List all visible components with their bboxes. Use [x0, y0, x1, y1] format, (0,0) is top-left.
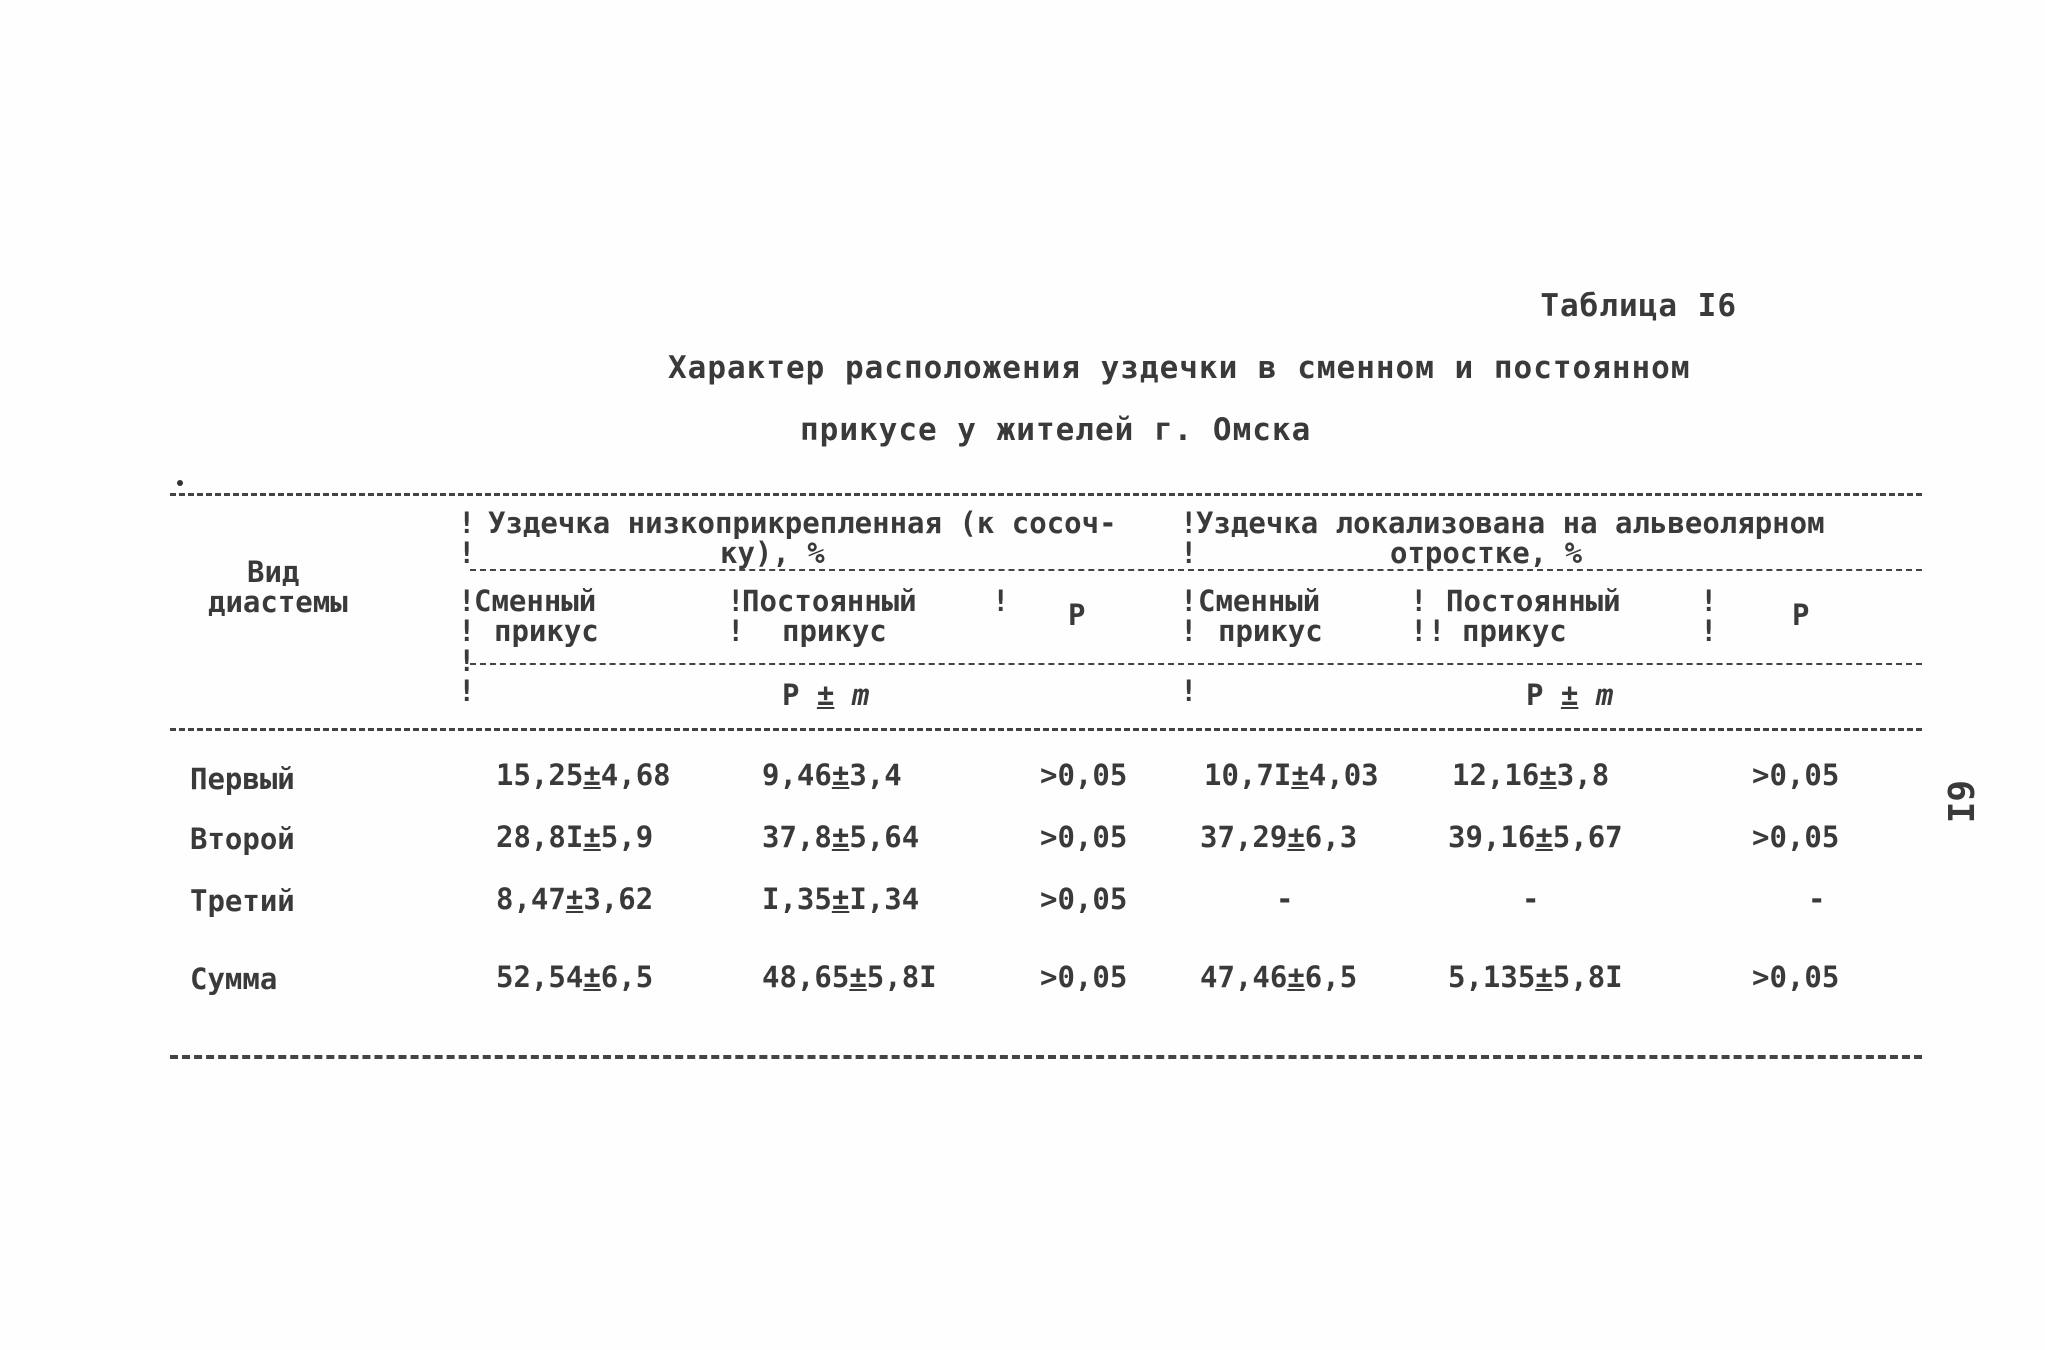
value: 6,5: [600, 960, 654, 994]
separator-mark: !: [727, 614, 745, 648]
pm-b-suffix: m: [1578, 678, 1614, 712]
separator-mark: !: [1180, 536, 1198, 570]
sub-a-perm-line-2: прикус: [782, 614, 887, 648]
subheader-rule: [470, 663, 1922, 665]
sub-a-p: P: [1068, 598, 1086, 632]
row-4-a-p: >0,05: [1040, 960, 1128, 994]
value: 3,62: [583, 882, 654, 916]
page-number: 6I: [1939, 780, 1980, 824]
pm-sign: ±: [1535, 820, 1553, 854]
value: 28,8I: [496, 820, 584, 854]
value: 15,25: [496, 758, 584, 792]
pm-sign: ±: [565, 882, 584, 916]
row-1-a-change: [496, 758, 671, 792]
row-label-4: Сумма: [190, 962, 278, 996]
pm-sign: ±: [831, 882, 850, 916]
separator-mark: !: [1700, 614, 1718, 648]
row-header-line-1: Вид: [247, 555, 300, 589]
row-2-a-perm: [762, 820, 919, 854]
group-a-header-line-1: Уздечка низкоприкрепленная (к сосоч-: [488, 506, 1117, 540]
sub-a-change-line-1: Сменный: [474, 584, 597, 618]
value: I,35: [762, 882, 832, 916]
row-3-b-perm: -: [1522, 882, 1540, 916]
value: 5,64: [849, 820, 920, 854]
pm-b-header: [1526, 678, 1613, 712]
row-1-b-p: >0,05: [1752, 758, 1840, 792]
separator-mark: !: [1180, 584, 1198, 618]
pm-sign: ±: [1539, 758, 1557, 792]
row-header-line-2: диастемы: [208, 585, 348, 619]
separator-mark: !: [1180, 614, 1198, 648]
separator-mark: !: [458, 536, 476, 570]
pm-sign: ±: [831, 820, 850, 854]
row-2-b-p: >0,05: [1752, 820, 1840, 854]
stray-dot: [177, 480, 183, 486]
value: 3,8: [1556, 758, 1610, 792]
value: 6,5: [1304, 960, 1358, 994]
table-top-rule: [170, 493, 1922, 496]
value: 8,47: [496, 882, 566, 916]
row-3-a-change: [496, 882, 653, 916]
pm-sign: ±: [831, 758, 850, 792]
group-b-header-line-1: Уздечка локализована на альвеолярном: [1196, 506, 1825, 540]
sub-b-perm-line-1: Постоянный: [1446, 584, 1621, 618]
row-label-1: Первый: [190, 762, 295, 796]
separator-mark: !: [458, 584, 476, 618]
value: 47,46: [1200, 960, 1288, 994]
row-3-a-p: >0,05: [1040, 882, 1128, 916]
table-bottom-rule: [170, 1055, 1922, 1059]
pm-sign: ±: [1535, 960, 1553, 994]
sub-b-change-line-2: прикус: [1218, 614, 1323, 648]
row-1-a-p: >0,05: [1040, 758, 1128, 792]
separator-mark: !: [458, 506, 476, 540]
row-2-a-change: [496, 820, 653, 854]
row-1-a-perm: [762, 758, 902, 792]
row-1-b-perm: [1452, 758, 1609, 792]
value: 12,16: [1452, 758, 1540, 792]
group-a-header-line-2: ку), %: [720, 536, 825, 570]
separator-mark: !: [1180, 506, 1198, 540]
value: 5,8I: [1552, 960, 1623, 994]
row-3-b-p: -: [1808, 882, 1826, 916]
row-4-a-change: [496, 960, 653, 994]
pm-sign: ±: [583, 820, 601, 854]
separator-mark: !: [1180, 674, 1198, 708]
value: 3,4: [849, 758, 902, 792]
pm-sign: ±: [849, 960, 867, 994]
value: 52,54: [496, 960, 584, 994]
row-4-b-change: [1200, 960, 1357, 994]
value: 39,16: [1448, 820, 1536, 854]
table-label: Таблица I6: [1540, 288, 1737, 324]
pm-b-prefix: P: [1526, 678, 1561, 712]
separator-mark: !: [1700, 584, 1718, 618]
value: 5,8I: [866, 960, 937, 994]
row-1-b-change: [1204, 758, 1379, 792]
pm-a-prefix: P: [782, 678, 817, 712]
row-2-a-p: >0,05: [1040, 820, 1128, 854]
separator-mark: !: [1410, 614, 1428, 648]
sub-b-perm-line-2: прикус: [1462, 614, 1567, 648]
value: 37,29: [1200, 820, 1288, 854]
pm-a-sign: ±: [816, 678, 835, 712]
table-title-line-2: прикусе у жителей г. Омска: [800, 412, 1312, 448]
separator-mark: !: [458, 644, 476, 678]
pm-sign: ±: [1291, 758, 1309, 792]
sub-b-p: P: [1792, 598, 1810, 632]
pm-a-suffix: m: [834, 678, 870, 712]
row-4-b-p: >0,05: [1752, 960, 1840, 994]
sub-a-change-line-2: прикус: [494, 614, 599, 648]
value: 4,68: [600, 758, 671, 792]
separator-mark: !: [458, 614, 476, 648]
pm-sign: ±: [583, 960, 601, 994]
sub-b-change-line-1: Сменный: [1198, 584, 1321, 618]
pm-b-sign: ±: [1560, 678, 1579, 712]
value: 5,67: [1552, 820, 1623, 854]
pm-sign: ±: [1287, 960, 1305, 994]
value: 5,9: [600, 820, 654, 854]
row-4-a-perm: [762, 960, 937, 994]
value: 6,3: [1304, 820, 1358, 854]
separator-mark: !: [458, 674, 476, 708]
table-title-line-1: Характер расположения уздечки в сменном и постоянном: [668, 350, 1691, 386]
value: I,34: [849, 882, 920, 916]
row-3-a-perm: [762, 882, 919, 916]
row-2-b-perm: [1448, 820, 1623, 854]
row-2-b-change: [1200, 820, 1357, 854]
row-label-3: Третий: [190, 884, 295, 918]
sub-a-perm-line-1: Постоянный: [742, 584, 917, 618]
value: 9,46: [762, 758, 832, 792]
separator-mark: !: [1428, 614, 1446, 648]
separator-mark: !: [992, 584, 1010, 618]
pm-sign: ±: [1287, 820, 1305, 854]
separator-mark: !: [1410, 584, 1428, 618]
pm-sign: ±: [583, 758, 601, 792]
row-label-2: Второй: [190, 822, 295, 856]
group-b-header-line-2: отростке, %: [1390, 536, 1583, 570]
value: 48,65: [762, 960, 850, 994]
pm-a-header: [782, 678, 869, 712]
value: 4,03: [1308, 758, 1379, 792]
header-bottom-rule: [170, 728, 1922, 731]
value: 37,8: [762, 820, 832, 854]
value: 10,7I: [1204, 758, 1292, 792]
value: 5,135: [1448, 960, 1536, 994]
separator-mark: !: [727, 584, 745, 618]
row-3-b-change: -: [1276, 882, 1294, 916]
row-4-b-perm: [1448, 960, 1623, 994]
